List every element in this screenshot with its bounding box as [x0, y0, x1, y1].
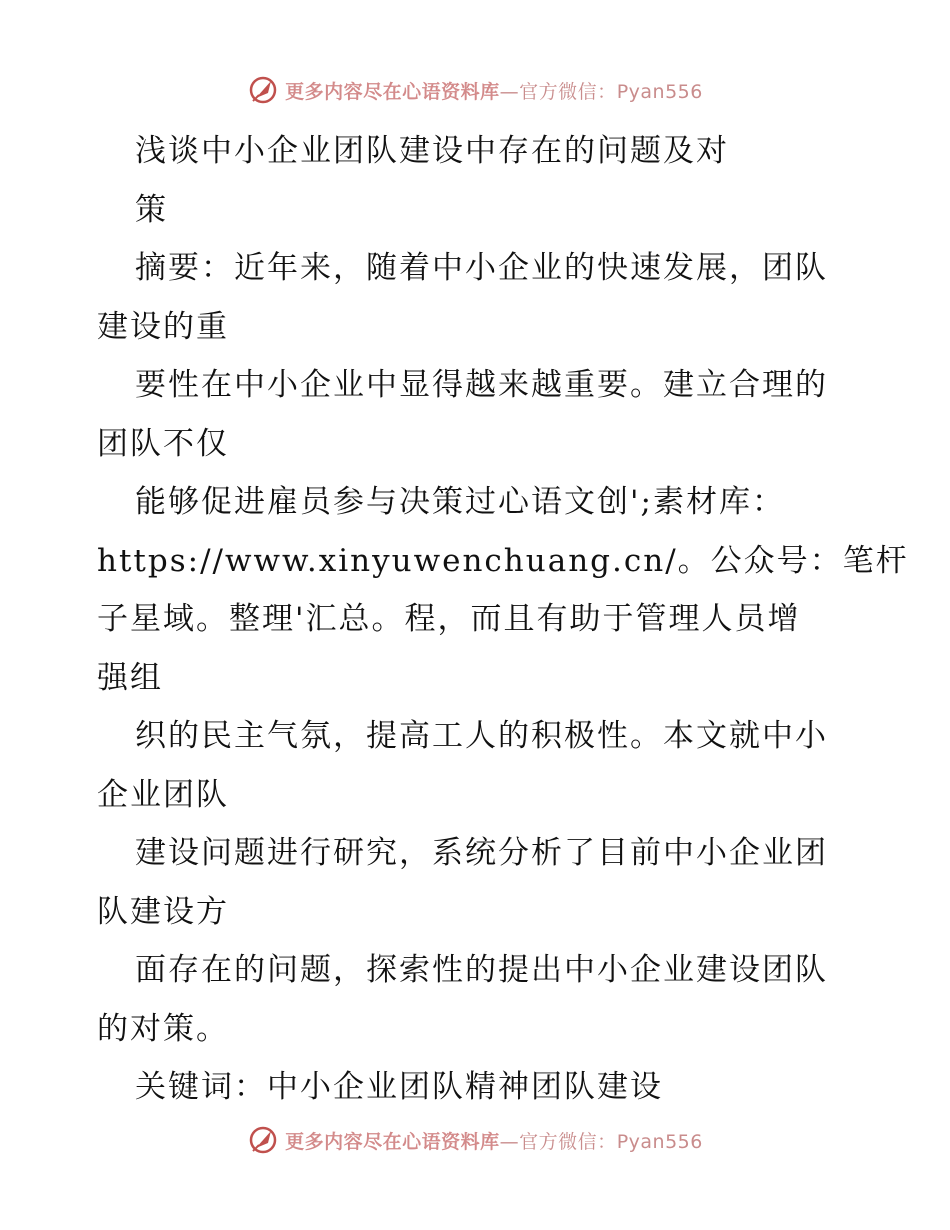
abstract-line: 织的民主气氛，提高工人的积极性。本文就中小	[135, 718, 828, 754]
abstract-line: 的对策。	[97, 1010, 229, 1047]
abstract-line: 建设问题进行研究，系统分析了目前中小企业团	[135, 835, 828, 871]
abstract-line: 摘要：近年来，随着中小企业的快速发展，团队	[135, 250, 828, 286]
title-line-1: 浅谈中小企业团队建设中存在的问题及对	[135, 133, 729, 169]
keywords-line: 关键词：中小企业团队精神团队建设	[135, 1069, 663, 1105]
watermark-dash: —	[499, 1130, 520, 1153]
watermark-official: 官方微信：	[519, 1130, 617, 1153]
watermark-brand: 更多内容尽在心语资料库	[285, 1130, 500, 1153]
watermark-text	[285, 77, 703, 104]
abstract-line: 队建设方	[97, 893, 229, 930]
watermark-account: Pyan556	[616, 80, 703, 103]
abstract-line: 团队不仅	[97, 425, 229, 462]
watermark-account: Pyan556	[616, 1130, 703, 1153]
watermark-official: 官方微信：	[519, 80, 617, 103]
footer-watermark-banner	[0, 1120, 950, 1160]
document-body	[97, 122, 909, 1117]
abstract-line: 强组	[97, 659, 163, 696]
abstract-line: 面存在的问题，探索性的提出中小企业建设团队	[135, 952, 828, 988]
title-line-2: 策	[135, 191, 168, 228]
quill-logo-icon	[247, 74, 279, 106]
watermark-dash: —	[499, 80, 520, 103]
header-watermark-banner	[0, 70, 950, 110]
abstract-line: 要性在中小企业中显得越来越重要。建立合理的	[135, 367, 828, 403]
abstract-line: 子星域。整理'汇总。程，而且有助于管理人员增	[97, 601, 801, 637]
watermark-brand: 更多内容尽在心语资料库	[285, 80, 500, 103]
abstract-line: 能够促进雇员参与决策过心语文创';素材库：	[135, 484, 785, 520]
abstract-line: 企业团队	[97, 776, 229, 813]
quill-logo-icon	[247, 1124, 279, 1156]
abstract-line: https://www.xinyuwenchuang.cn/。公众号：笔杆	[97, 542, 909, 579]
abstract-line: 建设的重	[97, 308, 229, 345]
watermark-text	[285, 1127, 703, 1154]
